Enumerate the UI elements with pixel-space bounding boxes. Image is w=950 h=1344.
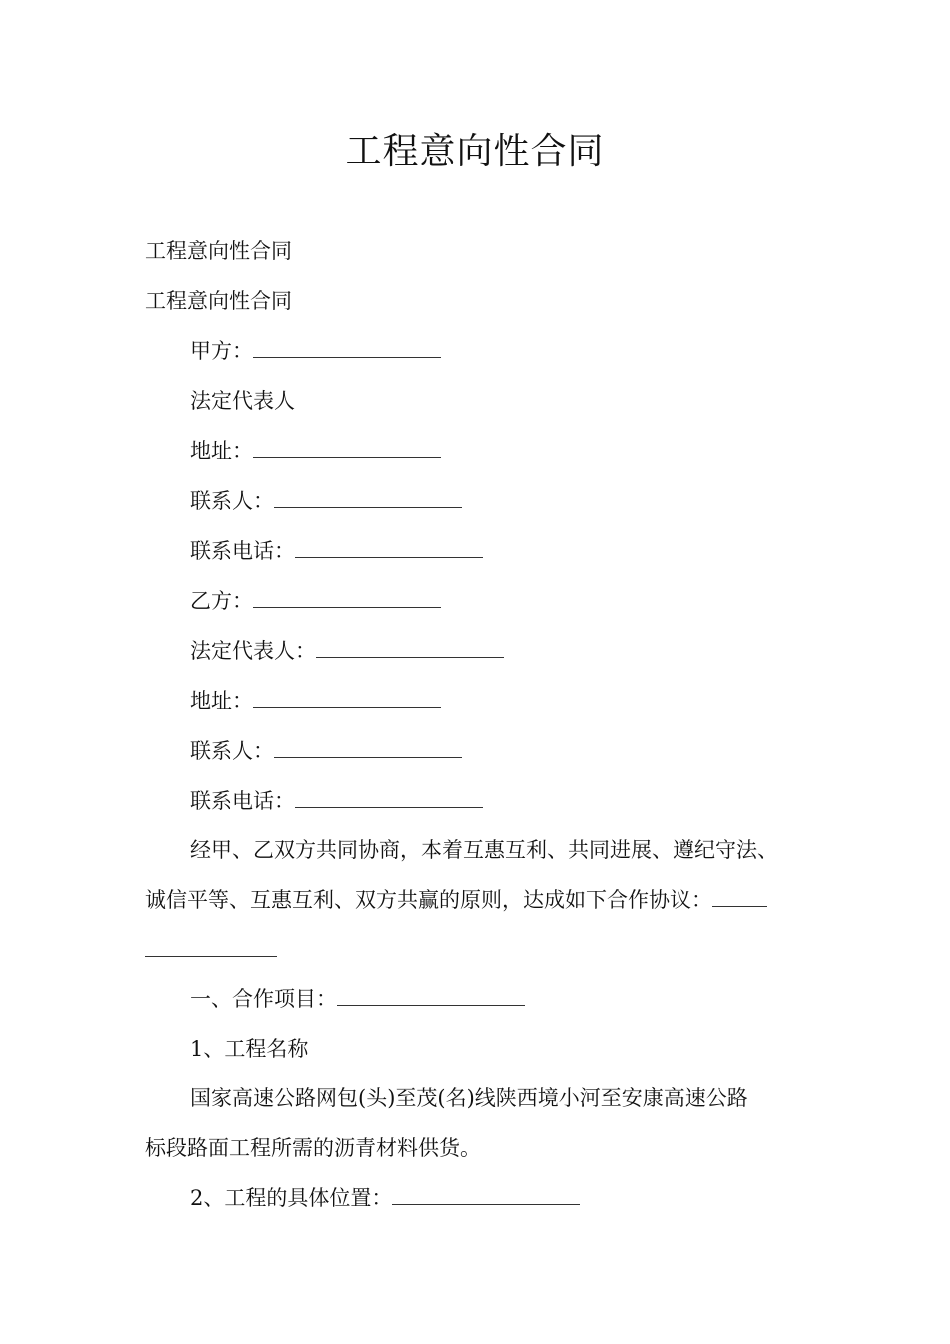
party-a-phone-row: [190, 536, 483, 566]
agreement-field-continuation[interactable]: [145, 936, 277, 957]
party-b-address-field[interactable]: [253, 687, 441, 708]
agreement-field-start[interactable]: [712, 886, 767, 907]
preamble-line-2: 诚信平等、互惠互利、双方共赢的原则，达成如下合作协议：: [145, 888, 712, 912]
party-b-legal-rep-row: [190, 636, 504, 666]
party-b-legal-rep-label: 法定代表人：: [190, 639, 316, 663]
party-a-field[interactable]: [253, 337, 441, 358]
party-b-phone-row: [190, 786, 483, 816]
party-b-legal-rep-field[interactable]: [316, 637, 504, 658]
item-1-title: 1、工程名称: [190, 1037, 309, 1061]
item-1-body-line-1: 国家高速公路网包(头)至茂(名)线陕西境小河至安康高速公路: [190, 1086, 748, 1110]
party-b-contact-label: 联系人：: [190, 739, 274, 763]
party-b-contact-row: [190, 736, 462, 766]
party-a-address-label: 地址：: [190, 439, 253, 463]
party-b-phone-label: 联系电话：: [190, 789, 295, 813]
party-a-contact-field[interactable]: [274, 487, 462, 508]
item-2-label: 2、工程的具体位置：: [190, 1186, 393, 1210]
party-b-phone-field[interactable]: [295, 787, 483, 808]
party-b-address-row: [190, 686, 441, 716]
document-subtitle-2: 工程意向性合同: [145, 289, 292, 313]
item-2-row: [190, 1183, 580, 1213]
preamble-line-1: 经甲、乙双方共同协商，本着互惠互利、共同进展、遵纪守法、: [190, 838, 778, 862]
party-b-address-label: 地址：: [190, 689, 253, 713]
party-a-row: [190, 336, 441, 366]
project-location-field[interactable]: [392, 1184, 580, 1205]
party-b-field[interactable]: [253, 587, 441, 608]
party-a-phone-label: 联系电话：: [190, 539, 295, 563]
party-a-legal-rep-row: [190, 386, 295, 416]
party-b-contact-field[interactable]: [274, 737, 462, 758]
party-a-legal-rep-label: 法定代表人: [190, 389, 295, 413]
party-a-address-field[interactable]: [253, 437, 441, 458]
party-b-row: [190, 586, 441, 616]
party-a-contact-label: 联系人：: [190, 489, 274, 513]
preamble-line-2-row: [145, 885, 767, 915]
section-1-label: 一、合作项目：: [190, 987, 337, 1011]
cooperation-project-field[interactable]: [337, 985, 525, 1006]
party-a-address-row: [190, 436, 441, 466]
party-b-label: 乙方：: [190, 589, 253, 613]
party-a-phone-field[interactable]: [295, 537, 483, 558]
item-1-body-line-2: 标段路面工程所需的沥青材料供货。: [145, 1136, 481, 1160]
party-a-contact-row: [190, 486, 462, 516]
document-subtitle-1: 工程意向性合同: [145, 239, 292, 263]
section-1-row: [190, 984, 525, 1014]
document-title: 工程意向性合同: [345, 131, 605, 172]
party-a-label: 甲方：: [190, 339, 253, 363]
